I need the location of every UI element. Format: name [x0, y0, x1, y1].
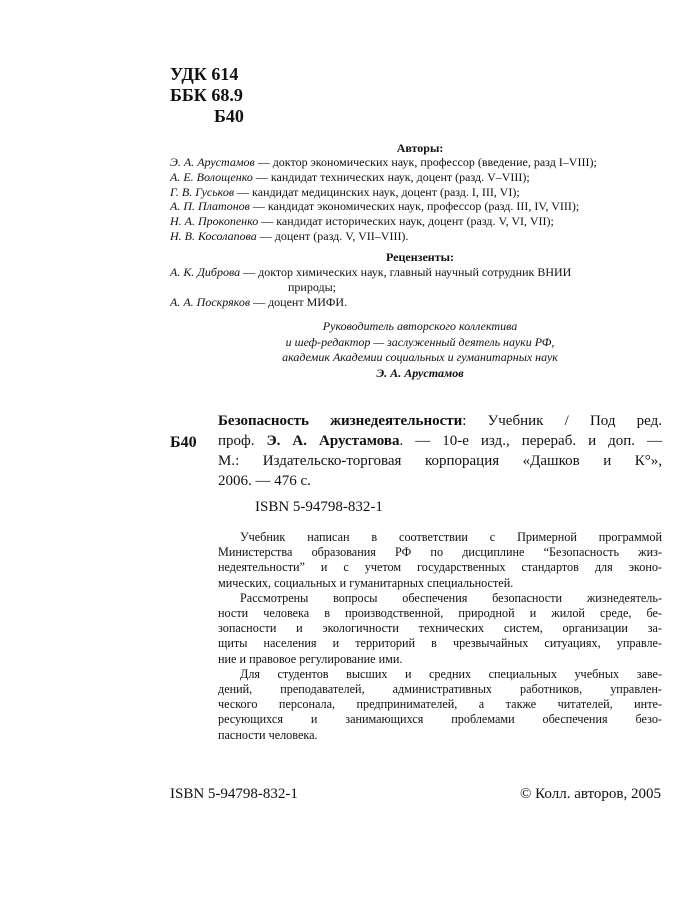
biblio-text: проф.	[218, 433, 267, 449]
author-line	[170, 155, 680, 170]
author-desc: — кандидат медицинских наук, доцент (разд. I, III, VI);	[234, 184, 520, 199]
editor-name: Э. А. Арустамова	[266, 433, 400, 449]
biblio-line: 2006. — 476 с.	[218, 473, 311, 489]
author-desc: — доцент (разд. V, VII–VIII).	[256, 228, 409, 243]
abstract-line: ние и правовое регулирование ими.	[218, 651, 403, 666]
bbk-code: ББК 68.9	[170, 85, 243, 105]
biblio-text: : Учебник / Под ред.	[462, 413, 662, 429]
author-desc: — кандидат технических наук, доцент (разд. V–VIII);	[252, 169, 530, 184]
author-desc: — кандидат исторических наук, доцент (разд. V, VI, VII);	[258, 214, 554, 229]
abstract-line: ности человека в производственной, природной и жилой среде, бе-	[218, 606, 662, 621]
author-line	[170, 170, 680, 185]
reviewer-line	[170, 295, 680, 310]
abstract-line: зопасности и экологичности технических систем, организации за-	[218, 621, 662, 636]
bibliographic-record	[218, 411, 662, 491]
chief-editor-block	[170, 319, 670, 381]
leader-line: Руководитель авторского коллектива	[322, 319, 518, 333]
author-desc: — доктор экономических наук, профессор (введение, разд I–VIII);	[254, 155, 597, 169]
author-name: Н. А. Прокопенко	[170, 214, 259, 229]
udk-code: УДК 614	[170, 64, 239, 84]
author-name: Н. В. Косолапова	[170, 228, 257, 243]
author-name: Г. В. Гуськов	[170, 184, 235, 199]
author-line	[170, 199, 680, 214]
author-name: Э. А. Арустамов	[170, 155, 255, 169]
abstract-line: Министерства образования РФ по дисциплине “Безопасность жиз-	[218, 545, 662, 560]
isbn: ISBN 5-94798-832-1	[255, 499, 383, 515]
biblio-line	[218, 411, 662, 431]
copyright: © Колл. авторов, 2005	[520, 786, 661, 802]
abstract	[218, 530, 662, 743]
abstract-line: Рассмотрены вопросы обеспечения безопасности жизнедеятель-	[240, 590, 662, 605]
abstract-line: недеятельности” и с учетом государственных стандартов для эконо-	[218, 560, 662, 575]
biblio-line	[218, 431, 662, 451]
reviewer-name: А. А. Поскряков	[170, 294, 251, 309]
author-mark: Б40	[214, 106, 244, 126]
abstract-line: мических, социальных и гуманитарных специальностей.	[218, 575, 514, 590]
reviewer-desc: — доцент МИФИ.	[250, 294, 348, 309]
reviewer-desc: — доктор химических наук, главный научный сотрудник ВНИИ	[240, 265, 572, 279]
footer-isbn: ISBN 5-94798-832-1	[170, 786, 298, 802]
biblio-text: . — 10-е изд., перераб. и доп. —	[399, 433, 662, 449]
author-line	[170, 214, 680, 229]
abstract-line: пасности человека.	[218, 727, 318, 742]
reviewer-name: А. К. Диброва	[170, 265, 241, 279]
author-desc: — кандидат экономических наук, профессор (разд. III, IV, VIII);	[249, 199, 580, 214]
reviewers-list	[170, 265, 680, 309]
abstract-line: Для студентов высших и средних специальных учебных заве-	[240, 666, 662, 681]
reviewer-line-cont: природы;	[288, 279, 336, 294]
book-title: Безопасность жизнедеятельности	[218, 413, 463, 429]
authors-heading: Авторы:	[396, 141, 444, 155]
reviewers-heading: Рецензенты:	[386, 250, 454, 264]
abstract-line: ресующихся и занимающихся проблемами обеспечения безо-	[218, 712, 662, 727]
author-line	[170, 185, 680, 200]
author-name: А. П. Платонов	[170, 199, 250, 214]
classification-codes	[170, 64, 244, 127]
reviewer-line	[170, 265, 680, 280]
leader-line: академик Академии социальных и гуманитарных наук	[282, 350, 558, 365]
abstract-line: дений, преподавателей, административных работников, управлен-	[218, 682, 662, 697]
biblio-line: М.: Издательско-торговая корпорация «Дашков и К°»,	[218, 453, 662, 469]
abstract-line: Учебник написан в соответствии с Примерной программой	[240, 530, 662, 544]
leader-name: Э. А. Арустамов	[376, 365, 464, 380]
leader-line: и шеф-редактор — заслуженный деятель науки РФ,	[285, 334, 555, 349]
abstract-line: ческого персонала, предпринимателей, а также читателей, инте-	[218, 697, 662, 712]
author-line	[170, 229, 680, 244]
author-name: А. Е. Волощенко	[170, 169, 253, 184]
biblio-code: Б40	[170, 434, 197, 451]
authors-list	[170, 155, 680, 244]
abstract-line: щиты населения и территорий в чрезвычайных ситуациях, управле-	[218, 636, 662, 651]
